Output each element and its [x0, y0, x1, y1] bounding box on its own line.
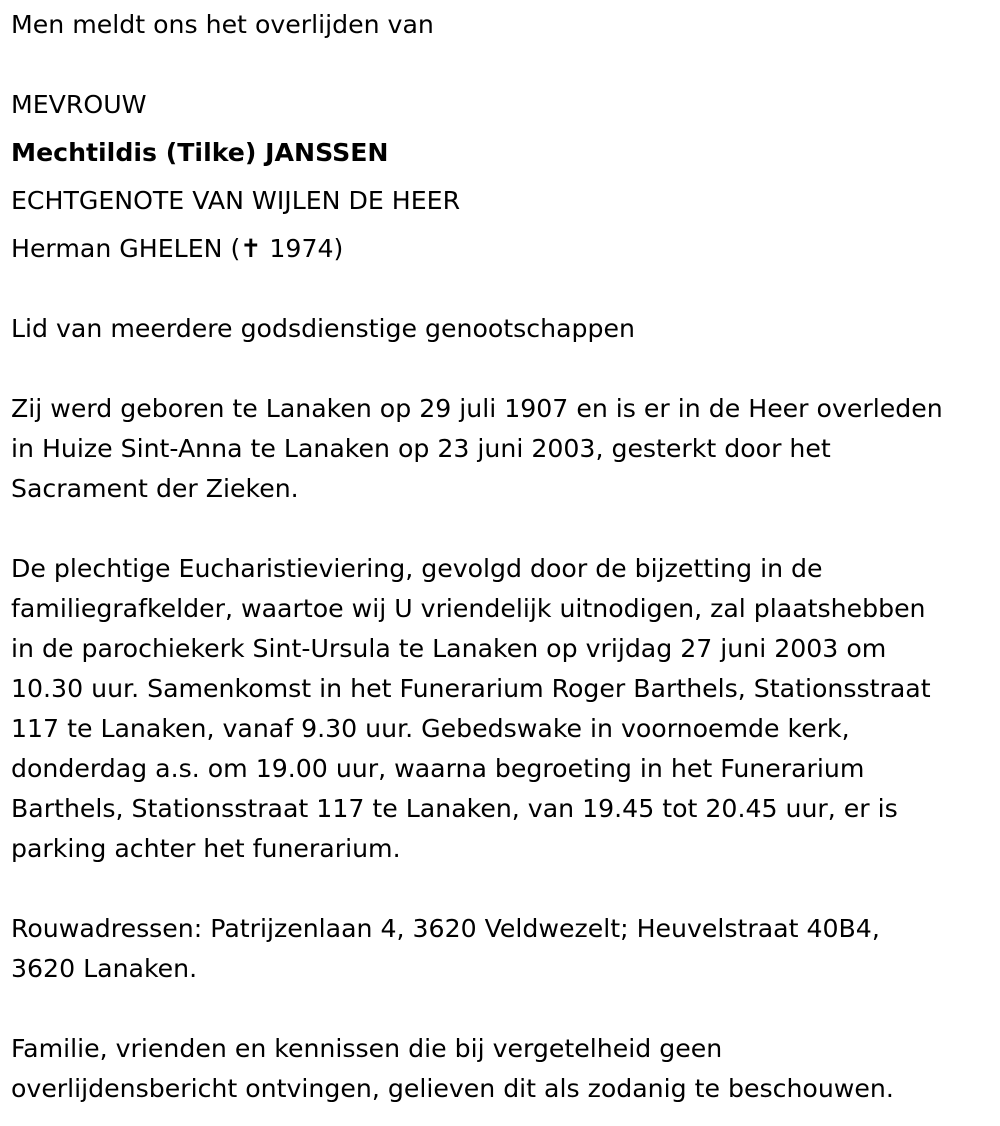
paragraph-line: Rouwadressen: Patrijzenlaan 4, 3620 Veldwezelt; Heuvelstraat 40B4,	[11, 914, 880, 943]
paragraph-line: familiegrafkelder, waartoe wij U vriendelijk uitnodigen, zal plaatshebben	[11, 594, 926, 623]
paragraph-line: Zij werd geboren te Lanaken op 29 juli 1907 en is er in de Heer overleden	[11, 394, 943, 423]
spouse-name: Herman GHELEN (✝ 1974)	[11, 234, 344, 263]
spouse-title: ECHTGENOTE VAN WIJLEN DE HEER	[11, 186, 461, 215]
deceased-name: Mechtildis (Tilke) JANSSEN	[11, 138, 389, 167]
paragraph-line: Familie, vrienden en kennissen die bij vergetelheid geen	[11, 1034, 723, 1063]
paragraph-line: Barthels, Stationsstraat 117 te Lanaken, van 19.45 tot 20.45 uur, er is	[11, 794, 898, 823]
membership-line: Lid van meerdere godsdienstige genootschappen	[11, 314, 635, 343]
paragraph-line: in Huize Sint-Anna te Lanaken op 23 juni 2003, gesterkt door het	[11, 434, 831, 463]
paragraph-line: 117 te Lanaken, vanaf 9.30 uur. Gebedswake in voornoemde kerk,	[11, 714, 850, 743]
paragraph-line: Sacrament der Zieken.	[11, 474, 299, 503]
paragraph-line: in de parochiekerk Sint-Ursula te Lanaken op vrijdag 27 juni 2003 om	[11, 634, 887, 663]
paragraph-line: donderdag a.s. om 19.00 uur, waarna begroeting in het Funerarium	[11, 754, 865, 783]
paragraph-line: overlijdensbericht ontvingen, gelieven dit als zodanig te beschouwen.	[11, 1074, 894, 1103]
intro-line: Men meldt ons het overlijden van	[11, 10, 434, 39]
paragraph-line: De plechtige Eucharistieviering, gevolgd door de bijzetting in de	[11, 554, 823, 583]
paragraph-line: 10.30 uur. Samenkomst in het Funerarium Roger Barthels, Stationsstraat	[11, 674, 931, 703]
paragraph-line: 3620 Lanaken.	[11, 954, 198, 983]
paragraph-line: parking achter het funerarium.	[11, 834, 401, 863]
title-prefix: MEVROUW	[11, 90, 147, 119]
